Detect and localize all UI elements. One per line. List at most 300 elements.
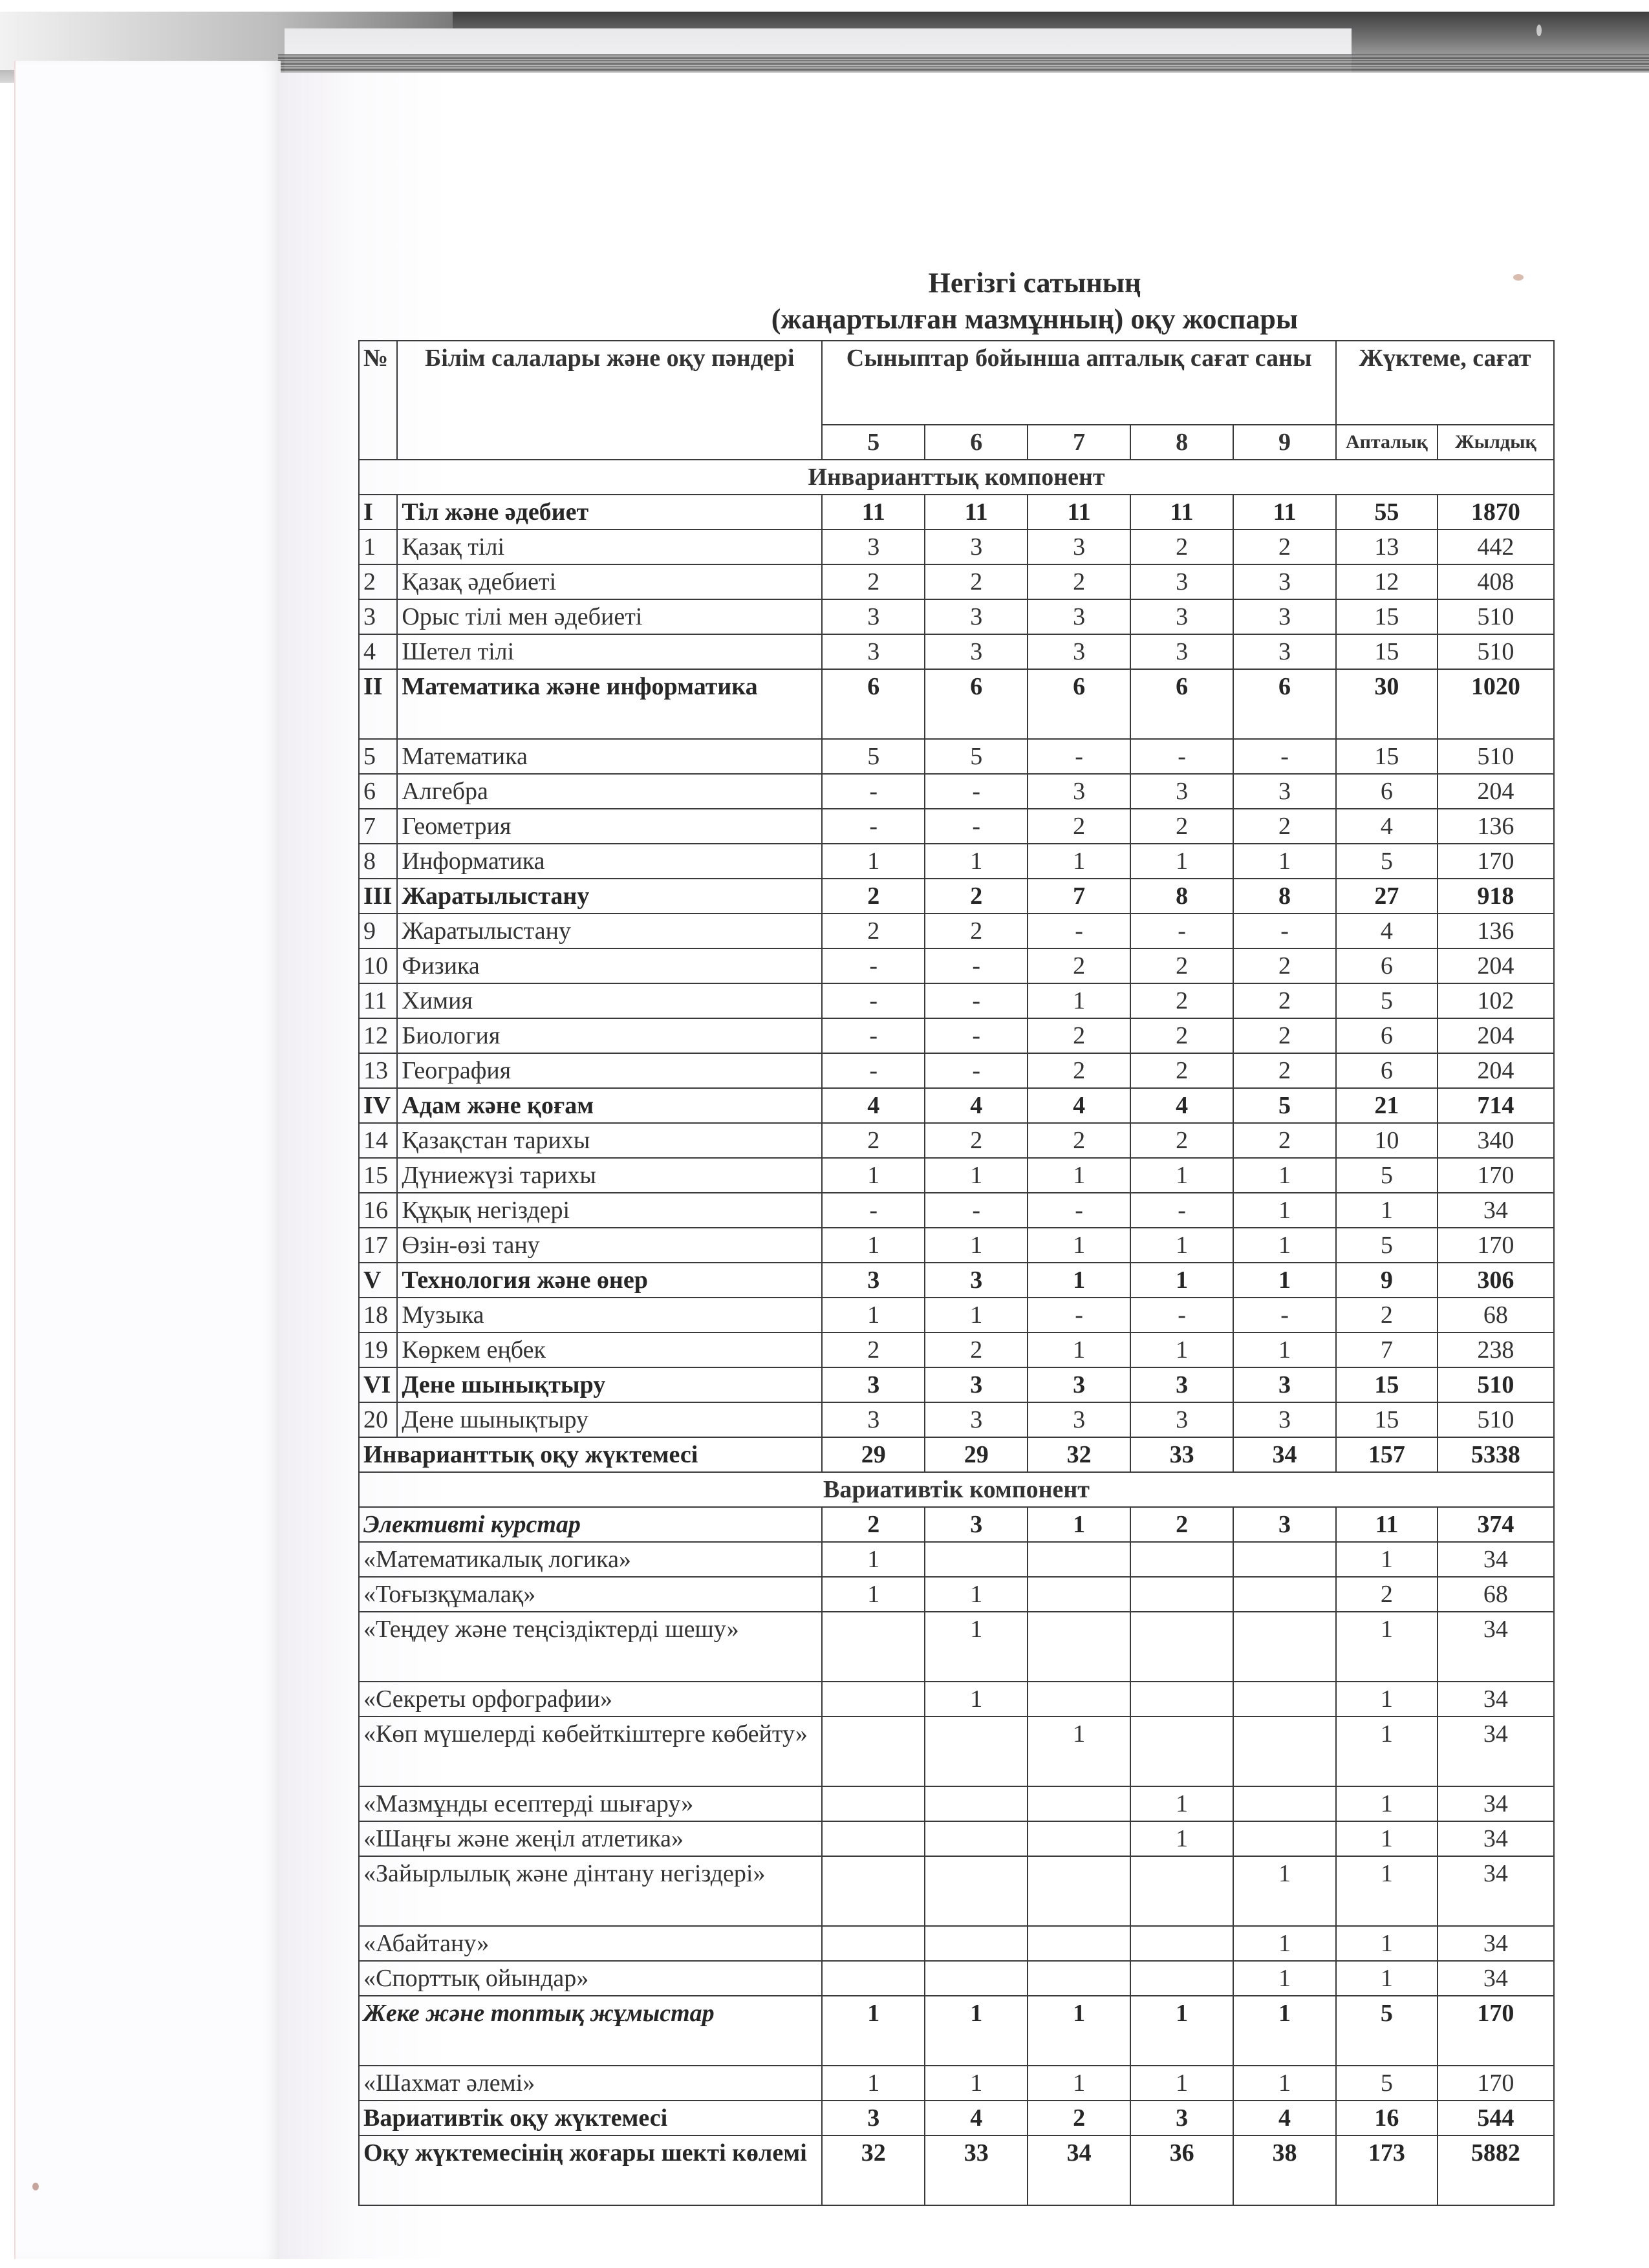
grade-5-hours: 1 xyxy=(822,2066,925,2101)
grade-8-hours xyxy=(1130,1682,1233,1717)
weekly-hours: 16 xyxy=(1336,2101,1438,2135)
grade-9-hours: 1 xyxy=(1233,1228,1336,1263)
grade-6-hours: - xyxy=(925,948,1028,983)
weekly-hours: 157 xyxy=(1336,1437,1438,1472)
subject-name: Алгебра xyxy=(397,774,822,809)
grand-total-label: Оқу жүктемесінің жоғары шекті көлемі xyxy=(359,2135,822,2205)
weekly-hours: 5 xyxy=(1336,983,1438,1018)
grade-5-hours xyxy=(822,1856,925,1926)
grade-9-hours: 1 xyxy=(1233,1158,1336,1193)
course-name: «Мазмұнды есептерді шығару» xyxy=(359,1786,822,1821)
course-name: «Математикалық логика» xyxy=(359,1542,822,1577)
grade-6-hours xyxy=(925,1926,1028,1961)
grade-6-hours: 2 xyxy=(925,564,1028,599)
weekly-hours: 6 xyxy=(1336,774,1438,809)
subject-row xyxy=(359,564,1554,599)
grade-7-hours: 3 xyxy=(1028,774,1130,809)
yearly-hours: 34 xyxy=(1438,1961,1554,1996)
weekly-hours: 15 xyxy=(1336,634,1438,669)
weekly-hours: 6 xyxy=(1336,1053,1438,1088)
weekly-hours: 15 xyxy=(1336,739,1438,774)
grade-9-hours: 3 xyxy=(1233,1367,1336,1402)
yearly-hours: 68 xyxy=(1438,1577,1554,1612)
subject-name: Математика xyxy=(397,739,822,774)
grade-7-hours: 2 xyxy=(1028,948,1130,983)
subject-name: Тіл және әдебиет xyxy=(397,495,822,530)
subject-group-row xyxy=(359,669,1554,739)
grade-6-hours xyxy=(925,1961,1028,1996)
grade-9-hours: 1 xyxy=(1233,1263,1336,1298)
grade-7-hours xyxy=(1028,1821,1130,1856)
subject-name: Технология және өнер xyxy=(397,1263,822,1298)
grade-8-hours: 3 xyxy=(1130,634,1233,669)
grade-9-hours: 3 xyxy=(1233,599,1336,634)
grade-9-hours: 2 xyxy=(1233,1053,1336,1088)
grade-7-hours xyxy=(1028,1612,1130,1682)
grade-5-hours: 1 xyxy=(822,1228,925,1263)
grade-9-hours xyxy=(1233,1682,1336,1717)
grade-8-hours: 1 xyxy=(1130,1821,1233,1856)
subject-row xyxy=(359,1018,1554,1053)
subject-row xyxy=(359,844,1554,879)
row-number: 20 xyxy=(359,1402,397,1437)
grade-7-hours: 2 xyxy=(1028,1018,1130,1053)
header-weekly: Апталық xyxy=(1336,425,1438,460)
grade-5-hours: 3 xyxy=(822,530,925,564)
grade-5-hours: 3 xyxy=(822,599,925,634)
subject-name: Химия xyxy=(397,983,822,1018)
grade-9-hours: 3 xyxy=(1233,1507,1336,1542)
yearly-hours: 170 xyxy=(1438,1996,1554,2066)
grade-6-hours xyxy=(925,1542,1028,1577)
yearly-hours: 204 xyxy=(1438,1018,1554,1053)
subject-name: Көркем еңбек xyxy=(397,1332,822,1367)
grade-6-hours: 33 xyxy=(925,2135,1028,2205)
grade-8-hours xyxy=(1130,1542,1233,1577)
row-number: V xyxy=(359,1263,397,1298)
weekly-hours: 5 xyxy=(1336,2066,1438,2101)
weekly-hours: 2 xyxy=(1336,1577,1438,1612)
weekly-hours: 11 xyxy=(1336,1507,1438,1542)
grade-8-hours: 3 xyxy=(1130,599,1233,634)
grade-6-hours: 3 xyxy=(925,1402,1028,1437)
weekly-hours: 15 xyxy=(1336,599,1438,634)
grade-6-hours: 1 xyxy=(925,844,1028,879)
grade-9-hours: 3 xyxy=(1233,1402,1336,1437)
row-number: 17 xyxy=(359,1228,397,1263)
grade-6-hours: 1 xyxy=(925,1996,1028,2066)
row-number: 16 xyxy=(359,1193,397,1228)
grade-8-hours: 2 xyxy=(1130,1123,1233,1158)
weekly-hours: 1 xyxy=(1336,1961,1438,1996)
row-number: 2 xyxy=(359,564,397,599)
scan-bottom-edge xyxy=(0,2259,1649,2268)
subject-row xyxy=(359,1228,1554,1263)
grade-6-hours xyxy=(925,1856,1028,1926)
row-number: II xyxy=(359,669,397,739)
yearly-hours: 510 xyxy=(1438,1402,1554,1437)
grade-6-hours: 11 xyxy=(925,495,1028,530)
grade-9-hours: 1 xyxy=(1233,2066,1336,2101)
grade-7-hours: 3 xyxy=(1028,599,1130,634)
header-grades-group: Сыныптар бойынша апталық сағат саны xyxy=(822,341,1336,425)
grade-6-hours: 6 xyxy=(925,669,1028,739)
grade-9-hours: 34 xyxy=(1233,1437,1336,1472)
subject-name: Физика xyxy=(397,948,822,983)
grade-6-hours: - xyxy=(925,983,1028,1018)
grade-9-hours: 2 xyxy=(1233,983,1336,1018)
grade-9-hours: 2 xyxy=(1233,1123,1336,1158)
weekly-hours: 1 xyxy=(1336,1682,1438,1717)
grade-9-hours: 2 xyxy=(1233,530,1336,564)
grade-5-hours: 3 xyxy=(822,1367,925,1402)
grade-6-hours xyxy=(925,1786,1028,1821)
subject-name: География xyxy=(397,1053,822,1088)
yearly-hours: 34 xyxy=(1438,1926,1554,1961)
weekly-hours: 27 xyxy=(1336,879,1438,914)
grade-8-hours: 3 xyxy=(1130,564,1233,599)
subject-name: Жаратылыстану xyxy=(397,914,822,948)
subject-row xyxy=(359,530,1554,564)
yearly-hours: 374 xyxy=(1438,1507,1554,1542)
grade-5-hours: 2 xyxy=(822,879,925,914)
subject-row xyxy=(359,809,1554,844)
grade-7-hours xyxy=(1028,1577,1130,1612)
grade-8-hours: 2 xyxy=(1130,1507,1233,1542)
grade-8-hours: 2 xyxy=(1130,948,1233,983)
header-subject: Білім салалары және оқу пәндері xyxy=(397,341,822,460)
course-name: «Тоғызқұмалақ» xyxy=(359,1577,822,1612)
weekly-hours: 10 xyxy=(1336,1123,1438,1158)
course-name: Жеке және топтық жұмыстар xyxy=(359,1996,822,2066)
subject-row xyxy=(359,599,1554,634)
course-group-row xyxy=(359,1507,1554,1542)
grade-9-hours xyxy=(1233,1786,1336,1821)
yearly-hours: 68 xyxy=(1438,1298,1554,1332)
yearly-hours: 136 xyxy=(1438,914,1554,948)
grade-8-hours: 1 xyxy=(1130,2066,1233,2101)
grade-9-hours: - xyxy=(1233,1298,1336,1332)
grade-5-hours: - xyxy=(822,774,925,809)
grade-7-hours xyxy=(1028,1961,1130,1996)
grade-7-hours: 1 xyxy=(1028,1263,1130,1298)
grade-9-hours xyxy=(1233,1612,1336,1682)
grade-7-hours xyxy=(1028,1786,1130,1821)
grade-9-hours xyxy=(1233,1542,1336,1577)
course-name: «Теңдеу және теңсіздіктерді шешу» xyxy=(359,1612,822,1682)
grade-8-hours xyxy=(1130,1577,1233,1612)
grade-7-hours: - xyxy=(1028,914,1130,948)
subject-group-row xyxy=(359,1263,1554,1298)
grade-7-hours: - xyxy=(1028,1193,1130,1228)
subject-row xyxy=(359,634,1554,669)
grade-7-hours: 3 xyxy=(1028,634,1130,669)
grade-5-hours: 11 xyxy=(822,495,925,530)
yearly-hours: 170 xyxy=(1438,2066,1554,2101)
course-name: «Шаңғы және жеңіл атлетика» xyxy=(359,1821,822,1856)
grade-7-hours xyxy=(1028,1682,1130,1717)
grade-9-hours: 2 xyxy=(1233,948,1336,983)
grade-6-hours: 5 xyxy=(925,739,1028,774)
grade-7-hours: - xyxy=(1028,739,1130,774)
course-name: «Көп мүшелерді көбейткіштерге көбейту» xyxy=(359,1717,822,1786)
course-name: «Шахмат әлемі» xyxy=(359,2066,822,2101)
subject-row xyxy=(359,1193,1554,1228)
grade-9-hours: - xyxy=(1233,914,1336,948)
yearly-hours: 170 xyxy=(1438,1228,1554,1263)
grade-8-hours: - xyxy=(1130,1298,1233,1332)
grade-8-hours: 1 xyxy=(1130,1263,1233,1298)
grade-9-hours: 38 xyxy=(1233,2135,1336,2205)
grade-9-hours: 1 xyxy=(1233,1332,1336,1367)
grade-9-hours: 5 xyxy=(1233,1088,1336,1123)
row-number: 19 xyxy=(359,1332,397,1367)
grade-5-hours: 2 xyxy=(822,1123,925,1158)
grade-9-hours: 6 xyxy=(1233,669,1336,739)
weekly-hours: 55 xyxy=(1336,495,1438,530)
grade-6-hours: 1 xyxy=(925,1228,1028,1263)
grade-6-hours: 1 xyxy=(925,2066,1028,2101)
weekly-hours: 5 xyxy=(1336,1228,1438,1263)
grade-8-hours: 33 xyxy=(1130,1437,1233,1472)
grade-6-hours: - xyxy=(925,774,1028,809)
row-number: 6 xyxy=(359,774,397,809)
grade-7-hours: 11 xyxy=(1028,495,1130,530)
grade-5-hours: 1 xyxy=(822,1158,925,1193)
grade-6-hours: - xyxy=(925,1053,1028,1088)
weekly-hours: 1 xyxy=(1336,1821,1438,1856)
grade-6-hours: 3 xyxy=(925,1367,1028,1402)
subject-name: Жаратылыстану xyxy=(397,879,822,914)
grade-5-hours: 2 xyxy=(822,1507,925,1542)
grade-7-hours: - xyxy=(1028,1298,1130,1332)
grade-7-hours: 2 xyxy=(1028,1053,1130,1088)
invariant-section xyxy=(359,460,1554,495)
subject-name: Орыс тілі мен әдебиеті xyxy=(397,599,822,634)
course-row xyxy=(359,1682,1554,1717)
grade-8-hours: 1 xyxy=(1130,1228,1233,1263)
yearly-hours: 510 xyxy=(1438,634,1554,669)
grade-7-hours: 34 xyxy=(1028,2135,1130,2205)
row-number: I xyxy=(359,495,397,530)
grade-5-hours: 2 xyxy=(822,1332,925,1367)
grade-8-hours: 3 xyxy=(1130,1402,1233,1437)
row-number: 12 xyxy=(359,1018,397,1053)
grade-5-hours xyxy=(822,1682,925,1717)
grade-5-hours: 3 xyxy=(822,1402,925,1437)
grade-8-hours: 1 xyxy=(1130,1332,1233,1367)
row-number: 13 xyxy=(359,1053,397,1088)
yearly-hours: 714 xyxy=(1438,1088,1554,1123)
header-load-group: Жүктеме, сағат xyxy=(1336,341,1554,425)
grade-7-hours: 3 xyxy=(1028,1367,1130,1402)
grade-8-hours: 3 xyxy=(1130,1367,1233,1402)
grade-9-hours: 3 xyxy=(1233,774,1336,809)
weekly-hours: 1 xyxy=(1336,1786,1438,1821)
yearly-hours: 510 xyxy=(1438,739,1554,774)
course-row xyxy=(359,1786,1554,1821)
course-row xyxy=(359,1961,1554,1996)
course-row xyxy=(359,2066,1554,2101)
subject-group-row xyxy=(359,1367,1554,1402)
weekly-hours: 1 xyxy=(1336,1856,1438,1926)
weekly-hours: 5 xyxy=(1336,1158,1438,1193)
subject-row xyxy=(359,948,1554,983)
grade-6-hours: 4 xyxy=(925,2101,1028,2135)
yearly-hours: 204 xyxy=(1438,948,1554,983)
grade-5-hours: 1 xyxy=(822,1577,925,1612)
grade-7-hours: 1 xyxy=(1028,1996,1130,2066)
yearly-hours: 34 xyxy=(1438,1193,1554,1228)
course-name: «Абайтану» xyxy=(359,1926,822,1961)
grade-7-hours: 4 xyxy=(1028,1088,1130,1123)
grade-8-hours: 8 xyxy=(1130,879,1233,914)
grade-8-hours: 6 xyxy=(1130,669,1233,739)
header-no: № xyxy=(359,341,397,460)
subject-name: Қазақ тілі xyxy=(397,530,822,564)
grade-5-hours: 1 xyxy=(822,1298,925,1332)
subject-row xyxy=(359,1123,1554,1158)
row-number: III xyxy=(359,879,397,914)
weekly-hours: 5 xyxy=(1336,1996,1438,2066)
grade-6-hours xyxy=(925,1717,1028,1786)
grade-6-hours: 3 xyxy=(925,530,1028,564)
grade-6-hours: 1 xyxy=(925,1577,1028,1612)
row-number: 10 xyxy=(359,948,397,983)
header-row-1 xyxy=(359,341,1554,425)
grade-8-hours: 36 xyxy=(1130,2135,1233,2205)
grade-6-hours: 3 xyxy=(925,1507,1028,1542)
subject-group-row xyxy=(359,495,1554,530)
grade-9-hours: 3 xyxy=(1233,634,1336,669)
grade-7-hours: 2 xyxy=(1028,564,1130,599)
grade-8-hours xyxy=(1130,1926,1233,1961)
weekly-hours: 4 xyxy=(1336,914,1438,948)
weekly-hours: 173 xyxy=(1336,2135,1438,2205)
row-number: 1 xyxy=(359,530,397,564)
invariant-total-row xyxy=(359,1437,1554,1472)
grade-8-hours: 4 xyxy=(1130,1088,1233,1123)
grade-6-hours: 1 xyxy=(925,1612,1028,1682)
subject-name: Информатика xyxy=(397,844,822,879)
row-number: 7 xyxy=(359,809,397,844)
grade-8-hours xyxy=(1130,1856,1233,1926)
course-row xyxy=(359,1612,1554,1682)
grade-7-hours: 2 xyxy=(1028,1123,1130,1158)
yearly-hours: 34 xyxy=(1438,1717,1554,1786)
grade-7-hours: 3 xyxy=(1028,530,1130,564)
grade-8-hours: 2 xyxy=(1130,1053,1233,1088)
subject-name: Дене шынықтыру xyxy=(397,1367,822,1402)
variative-section-title: Вариативтік компонент xyxy=(359,1472,1554,1507)
grade-8-hours: 2 xyxy=(1130,983,1233,1018)
grade-6-hours: 1 xyxy=(925,1298,1028,1332)
row-number: 8 xyxy=(359,844,397,879)
row-number: 9 xyxy=(359,914,397,948)
course-name: «Спорттық ойындар» xyxy=(359,1961,822,1996)
speck-mark xyxy=(32,2183,39,2190)
header-yearly: Жылдық xyxy=(1438,425,1554,460)
grade-9-hours xyxy=(1233,1821,1336,1856)
yearly-hours: 340 xyxy=(1438,1123,1554,1158)
weekly-hours: 1 xyxy=(1336,1612,1438,1682)
subject-name: Қазақ әдебиеті xyxy=(397,564,822,599)
subject-group-row xyxy=(359,1088,1554,1123)
subject-row xyxy=(359,914,1554,948)
yearly-hours: 918 xyxy=(1438,879,1554,914)
header-grade-9: 9 xyxy=(1233,425,1336,460)
yearly-hours: 34 xyxy=(1438,1612,1554,1682)
speck-mark xyxy=(1513,274,1524,281)
grade-6-hours: 2 xyxy=(925,879,1028,914)
grade-9-hours: 1 xyxy=(1233,1856,1336,1926)
subject-name: Биология xyxy=(397,1018,822,1053)
grade-8-hours: - xyxy=(1130,739,1233,774)
grade-8-hours xyxy=(1130,1612,1233,1682)
subject-row xyxy=(359,1158,1554,1193)
subject-row xyxy=(359,739,1554,774)
subject-name: Музыка xyxy=(397,1298,822,1332)
weekly-hours: 9 xyxy=(1336,1263,1438,1298)
grade-6-hours: 2 xyxy=(925,914,1028,948)
grade-7-hours: 6 xyxy=(1028,669,1130,739)
grade-7-hours: 32 xyxy=(1028,1437,1130,1472)
grade-8-hours xyxy=(1130,1717,1233,1786)
grade-9-hours: 2 xyxy=(1233,1018,1336,1053)
subject-row xyxy=(359,1298,1554,1332)
course-row xyxy=(359,1856,1554,1926)
yearly-hours: 5338 xyxy=(1438,1437,1554,1472)
grade-5-hours: 3 xyxy=(822,2101,925,2135)
grade-7-hours: 1 xyxy=(1028,1507,1130,1542)
grade-7-hours: 1 xyxy=(1028,2066,1130,2101)
weekly-hours: 15 xyxy=(1336,1402,1438,1437)
yearly-hours: 5882 xyxy=(1438,2135,1554,2205)
invariant-section-title: Инварианттық компонент xyxy=(359,460,1554,495)
grade-8-hours: 2 xyxy=(1130,530,1233,564)
grade-5-hours: 1 xyxy=(822,844,925,879)
grade-5-hours: - xyxy=(822,809,925,844)
yearly-hours: 306 xyxy=(1438,1263,1554,1298)
grade-5-hours: - xyxy=(822,1018,925,1053)
grade-9-hours: 2 xyxy=(1233,809,1336,844)
grade-8-hours: 3 xyxy=(1130,774,1233,809)
grade-6-hours xyxy=(925,1821,1028,1856)
row-number: IV xyxy=(359,1088,397,1123)
grade-8-hours: 2 xyxy=(1130,809,1233,844)
grade-7-hours: 1 xyxy=(1028,844,1130,879)
grade-5-hours: 1 xyxy=(822,1542,925,1577)
subject-row xyxy=(359,983,1554,1018)
course-row xyxy=(359,1577,1554,1612)
weekly-hours: 6 xyxy=(1336,1018,1438,1053)
yearly-hours: 170 xyxy=(1438,1158,1554,1193)
yearly-hours: 510 xyxy=(1438,599,1554,634)
course-row xyxy=(359,1717,1554,1786)
weekly-hours: 6 xyxy=(1336,948,1438,983)
grade-6-hours: 1 xyxy=(925,1158,1028,1193)
grade-9-hours: 1 xyxy=(1233,1193,1336,1228)
variative-total-row xyxy=(359,2101,1554,2135)
grade-6-hours: - xyxy=(925,1018,1028,1053)
grade-6-hours: - xyxy=(925,1193,1028,1228)
variative-section xyxy=(359,1472,1554,1507)
grade-9-hours: 1 xyxy=(1233,1961,1336,1996)
yearly-hours: 34 xyxy=(1438,1856,1554,1926)
course-name: Элективті курстар xyxy=(359,1507,822,1542)
grade-6-hours: 2 xyxy=(925,1123,1028,1158)
grade-7-hours: 1 xyxy=(1028,1158,1130,1193)
